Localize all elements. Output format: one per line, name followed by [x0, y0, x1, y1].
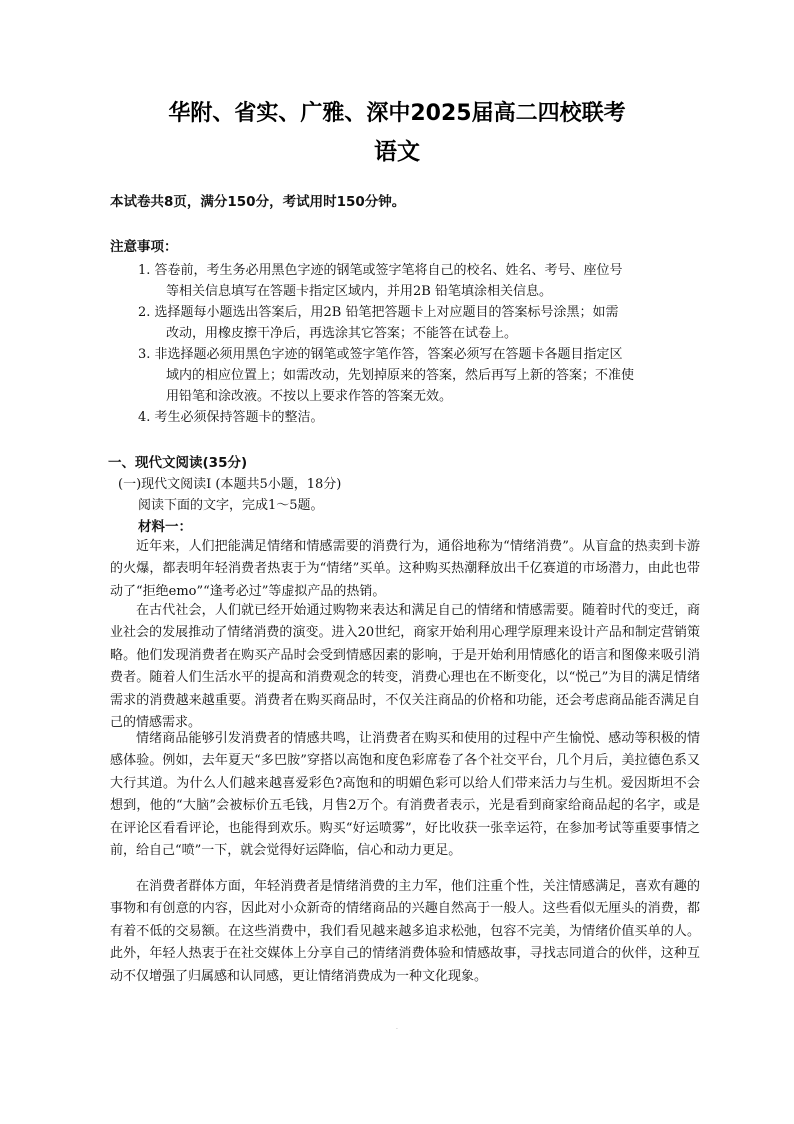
notice-item — [138, 344, 698, 407]
notice-heading: 注意事项： — [110, 239, 178, 255]
notice-line: 域内的相应位置上；如需改动，先划掉原来的答案，然后再写上新的答案；不准使 — [166, 368, 635, 383]
notice-line: 用铅笔和涂改液。不按以上要求作答的答案无效。 — [166, 389, 453, 404]
notice-item — [138, 302, 698, 344]
paragraph: 在消费者群体方面，年轻消费者是情绪消费的主力军，他们注重个性，关注情感满足，喜欢有趣的事物和有创意的内容，因此对小众新奇的情绪商品的兴趣自然高于一般人。这些看似无厘头的消费，都有着不低的交易额。在这些消费中，我们看见越来越多追求松弛，包容不完美，为情绪价值买单的人。此外，年轻人热衷于在社交媒体上分享自己的情绪消费体验和情感故事，寻找志同道合的伙伴，这种互动不仅增强了归属感和认同感，更让情绪消费成为一种文化现象。 — [110, 879, 700, 984]
paragraph: 近年来，人们把能满足情绪和情感需要的消费行为，通俗地称为“情绪消费”。从盲盒的热卖到卡游的火爆，都表明年轻消费者热衷于为“情绪”买单。这种购买热潮释放出千亿赛道的市场潜力，由此也带动了“拒绝emo”“逢考必过”等虚拟产品的热销。 — [110, 539, 700, 599]
paragraph: 情绪商品能够引发消费者的情感共鸣，让消费者在购买和使用的过程中产生愉悦、感动等积极的情感体验。例如，去年夏天“多巴胺”穿搭以高饱和度色彩席卷了各个社交平台，几个月后，美拉德色系又大行其道。为什么人们越来越喜爱彩色?高饱和的明媚色彩可以给人们带来活力与生机。爱因斯坦不会想到，他的“大脑”会被标价五毛钱，月售2万个。有消费者表示，光是看到商家给商品起的名字，或是在评论区看看评论，也能得到欢乐。购买“好运喷雾”，好比收获一张幸运符，在参加考试等重要事情之前，给自己“喷”一下，就会觉得好运降临，信心和动力更足。 — [110, 731, 700, 859]
page-mark: · — [396, 1026, 398, 1033]
notice-line: 改动，用橡皮擦干净后，再选涂其它答案；不能答在试卷上。 — [166, 326, 518, 341]
notice-line: 3. 非选择题必须用黑色字迹的钢笔或签字笔作答，答案必须写在答题卡各题目指定区 — [138, 347, 623, 362]
section-heading: 一、现代文阅读(35分) — [108, 455, 248, 471]
exam-title: 华附、省实、广雅、深中2025届高二四校联考 — [168, 101, 626, 126]
notice-line: 等相关信息填写在答题卡指定区域内，并用2B 铅笔填涂相关信息。 — [166, 284, 552, 299]
notice-item — [138, 260, 698, 302]
reading-instruction: 阅读下面的文字，完成1～5题。 — [138, 498, 324, 513]
notice-item — [138, 407, 698, 428]
notice-line: 1. 答卷前，考生务必用黑色字迹的钢笔或签字笔将自己的校名、姓名、考号、座位号 — [138, 263, 623, 278]
material-label: 材料一： — [138, 519, 192, 535]
exam-info: 本试卷共8页，满分150分，考试用时150分钟。 — [110, 194, 406, 210]
notice-list — [138, 260, 698, 428]
paragraph: 在古代社会，人们就已经开始通过购物来表达和满足自己的情绪和情感需要。随着时代的变迁，商业社会的发展推动了情绪消费的演变。进入20世纪，商家开始利用心理学原理来设计产品和制定营销策略。他们发现消费者在购买产品时会受到情感因素的影响，于是开始利用情感化的语言和图像来吸引消费者。随着人们生活水平的提高和消费观念的转变，消费心理也在不断变化，以“悦己”为目的满足情绪需求的消费越来越重要。消费者在购买商品时，不仅关注商品的价格和功能，还会考虑商品能否满足自己的情感需求。 — [110, 603, 700, 731]
notice-line: 2. 选择题每小题选出答案后，用2B 铅笔把答题卡上对应题目的答案标号涂黑；如需 — [138, 305, 619, 320]
subject-title: 语文 — [374, 139, 420, 165]
sub-section-heading: (一)现代文阅读Ⅰ (本题共5小题，18分) — [118, 477, 342, 492]
notice-line: 4. 考生必须保持答题卡的整洁。 — [138, 410, 324, 425]
